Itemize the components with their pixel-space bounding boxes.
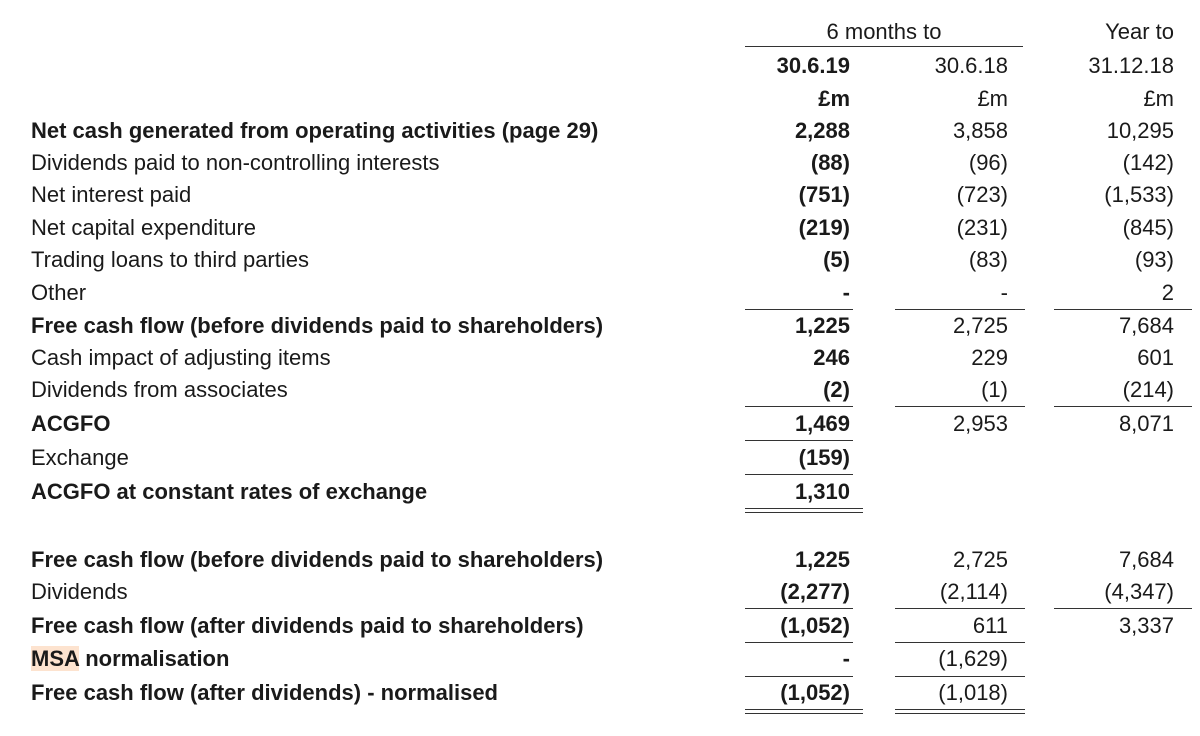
msa-highlight: MSA <box>31 646 80 671</box>
row-label: Dividends paid to non-controlling interests <box>31 150 440 175</box>
row-value-col2: (83) <box>968 247 1008 272</box>
row-label: Free cash flow (before dividends paid to shareholders) <box>31 313 604 338</box>
row-value-col2: 2,725 <box>952 313 1008 338</box>
col3-date: 31.12.18 <box>1088 53 1174 78</box>
row-label: Net cash generated from operating activities (page 29) <box>31 118 599 143</box>
row-value-col1: - <box>842 646 850 671</box>
row-value-col2: (1,018) <box>938 680 1008 705</box>
row-label: Free cash flow (before dividends paid to shareholders) <box>31 547 604 572</box>
total-double-rule <box>745 508 863 513</box>
row-value-col3: 2 <box>1161 280 1174 305</box>
row-value-col1: (2) <box>823 377 850 402</box>
row-value-col1: (1,052) <box>780 680 850 705</box>
row-value-col1: 1,310 <box>794 479 850 504</box>
subtotal-rule <box>745 676 853 677</box>
subtotal-rule <box>895 642 1025 643</box>
col1-date: 30.6.19 <box>776 53 850 78</box>
row-value-col2: 3,858 <box>952 118 1008 143</box>
subtotal-rule <box>745 474 853 475</box>
subtotal-rule <box>1054 608 1192 609</box>
row-value-col3: (93) <box>1134 247 1174 272</box>
col1-unit: £m <box>818 86 850 111</box>
row-value-col1: (751) <box>798 182 850 207</box>
row-label: Net interest paid <box>31 182 192 207</box>
row-value-col1: (2,277) <box>780 579 850 604</box>
row-value-col1: (159) <box>798 445 850 470</box>
row-value-col2: 2,725 <box>952 547 1008 572</box>
row-value-col3: (214) <box>1122 377 1174 402</box>
subtotal-rule <box>745 642 853 643</box>
row-value-col1: 1,225 <box>794 547 850 572</box>
year-to-header: Year to <box>1105 19 1174 44</box>
row-value-col2: (1,629) <box>938 646 1008 671</box>
row-value-col1: 2,288 <box>794 118 850 143</box>
row-value-col1: (5) <box>823 247 850 272</box>
header-underline <box>745 46 1023 47</box>
row-label: Other <box>31 280 87 305</box>
total-double-rule <box>895 709 1025 714</box>
col2-date: 30.6.18 <box>934 53 1008 78</box>
row-value-col3: 601 <box>1137 345 1174 370</box>
row-value-col1: (219) <box>798 215 850 240</box>
row-label: ACGFO at constant rates of exchange <box>31 479 428 504</box>
row-value-col2: (723) <box>956 182 1008 207</box>
row-value-col1: 1,469 <box>794 411 850 436</box>
row-label: Cash impact of adjusting items <box>31 345 331 370</box>
row-value-col2: - <box>1000 280 1008 305</box>
subtotal-rule <box>895 676 1025 677</box>
row-value-col1: 1,225 <box>794 313 850 338</box>
row-label: Dividends <box>31 579 128 604</box>
row-value-col2: (231) <box>956 215 1008 240</box>
subtotal-rule <box>1054 309 1192 310</box>
row-value-col3: 8,071 <box>1118 411 1174 436</box>
row-value-col3: (4,347) <box>1104 579 1174 604</box>
row-value-col3: 7,684 <box>1118 547 1174 572</box>
row-value-col1: - <box>842 280 850 305</box>
row-value-col2: (1) <box>981 377 1008 402</box>
total-double-rule <box>745 709 863 714</box>
row-value-col1: 246 <box>813 345 850 370</box>
row-value-col1: (1,052) <box>780 613 850 638</box>
col3-unit: £m <box>1143 86 1174 111</box>
period-group-header: 6 months to <box>826 19 942 44</box>
subtotal-rule <box>1054 406 1192 407</box>
col2-unit: £m <box>977 86 1008 111</box>
row-value-col1: (88) <box>810 150 850 175</box>
subtotal-rule <box>895 608 1025 609</box>
row-value-col2: (2,114) <box>939 579 1008 604</box>
row-value-col2: 2,953 <box>952 411 1008 436</box>
row-label: Exchange <box>31 445 129 470</box>
subtotal-rule <box>895 406 1025 407</box>
row-value-col3: (1,533) <box>1104 182 1174 207</box>
row-label: Free cash flow (after dividends paid to shareholders) <box>31 613 584 638</box>
subtotal-rule <box>745 440 853 441</box>
row-value-col3: 7,684 <box>1118 313 1174 338</box>
row-value-col3: 3,337 <box>1118 613 1174 638</box>
subtotal-rule <box>895 309 1025 310</box>
subtotal-rule <box>745 608 853 609</box>
row-value-col3: 10,295 <box>1106 118 1174 143</box>
row-label-msa <box>31 645 229 673</box>
row-label: Net capital expenditure <box>31 215 257 240</box>
row-value-col2: 229 <box>971 345 1008 370</box>
row-value-col2: 611 <box>972 613 1008 638</box>
msa-label-rest: normalisation <box>79 646 230 671</box>
row-label: Free cash flow (after dividends) - normalised <box>31 680 498 705</box>
subtotal-rule <box>745 309 853 310</box>
row-label: Dividends from associates <box>31 377 288 402</box>
subtotal-rule <box>745 406 853 407</box>
row-label: Trading loans to third parties <box>31 247 309 272</box>
row-value-col3: (142) <box>1122 150 1174 175</box>
row-value-col2: (96) <box>968 150 1008 175</box>
row-value-col3: (845) <box>1122 215 1174 240</box>
row-label: ACGFO <box>31 411 111 436</box>
